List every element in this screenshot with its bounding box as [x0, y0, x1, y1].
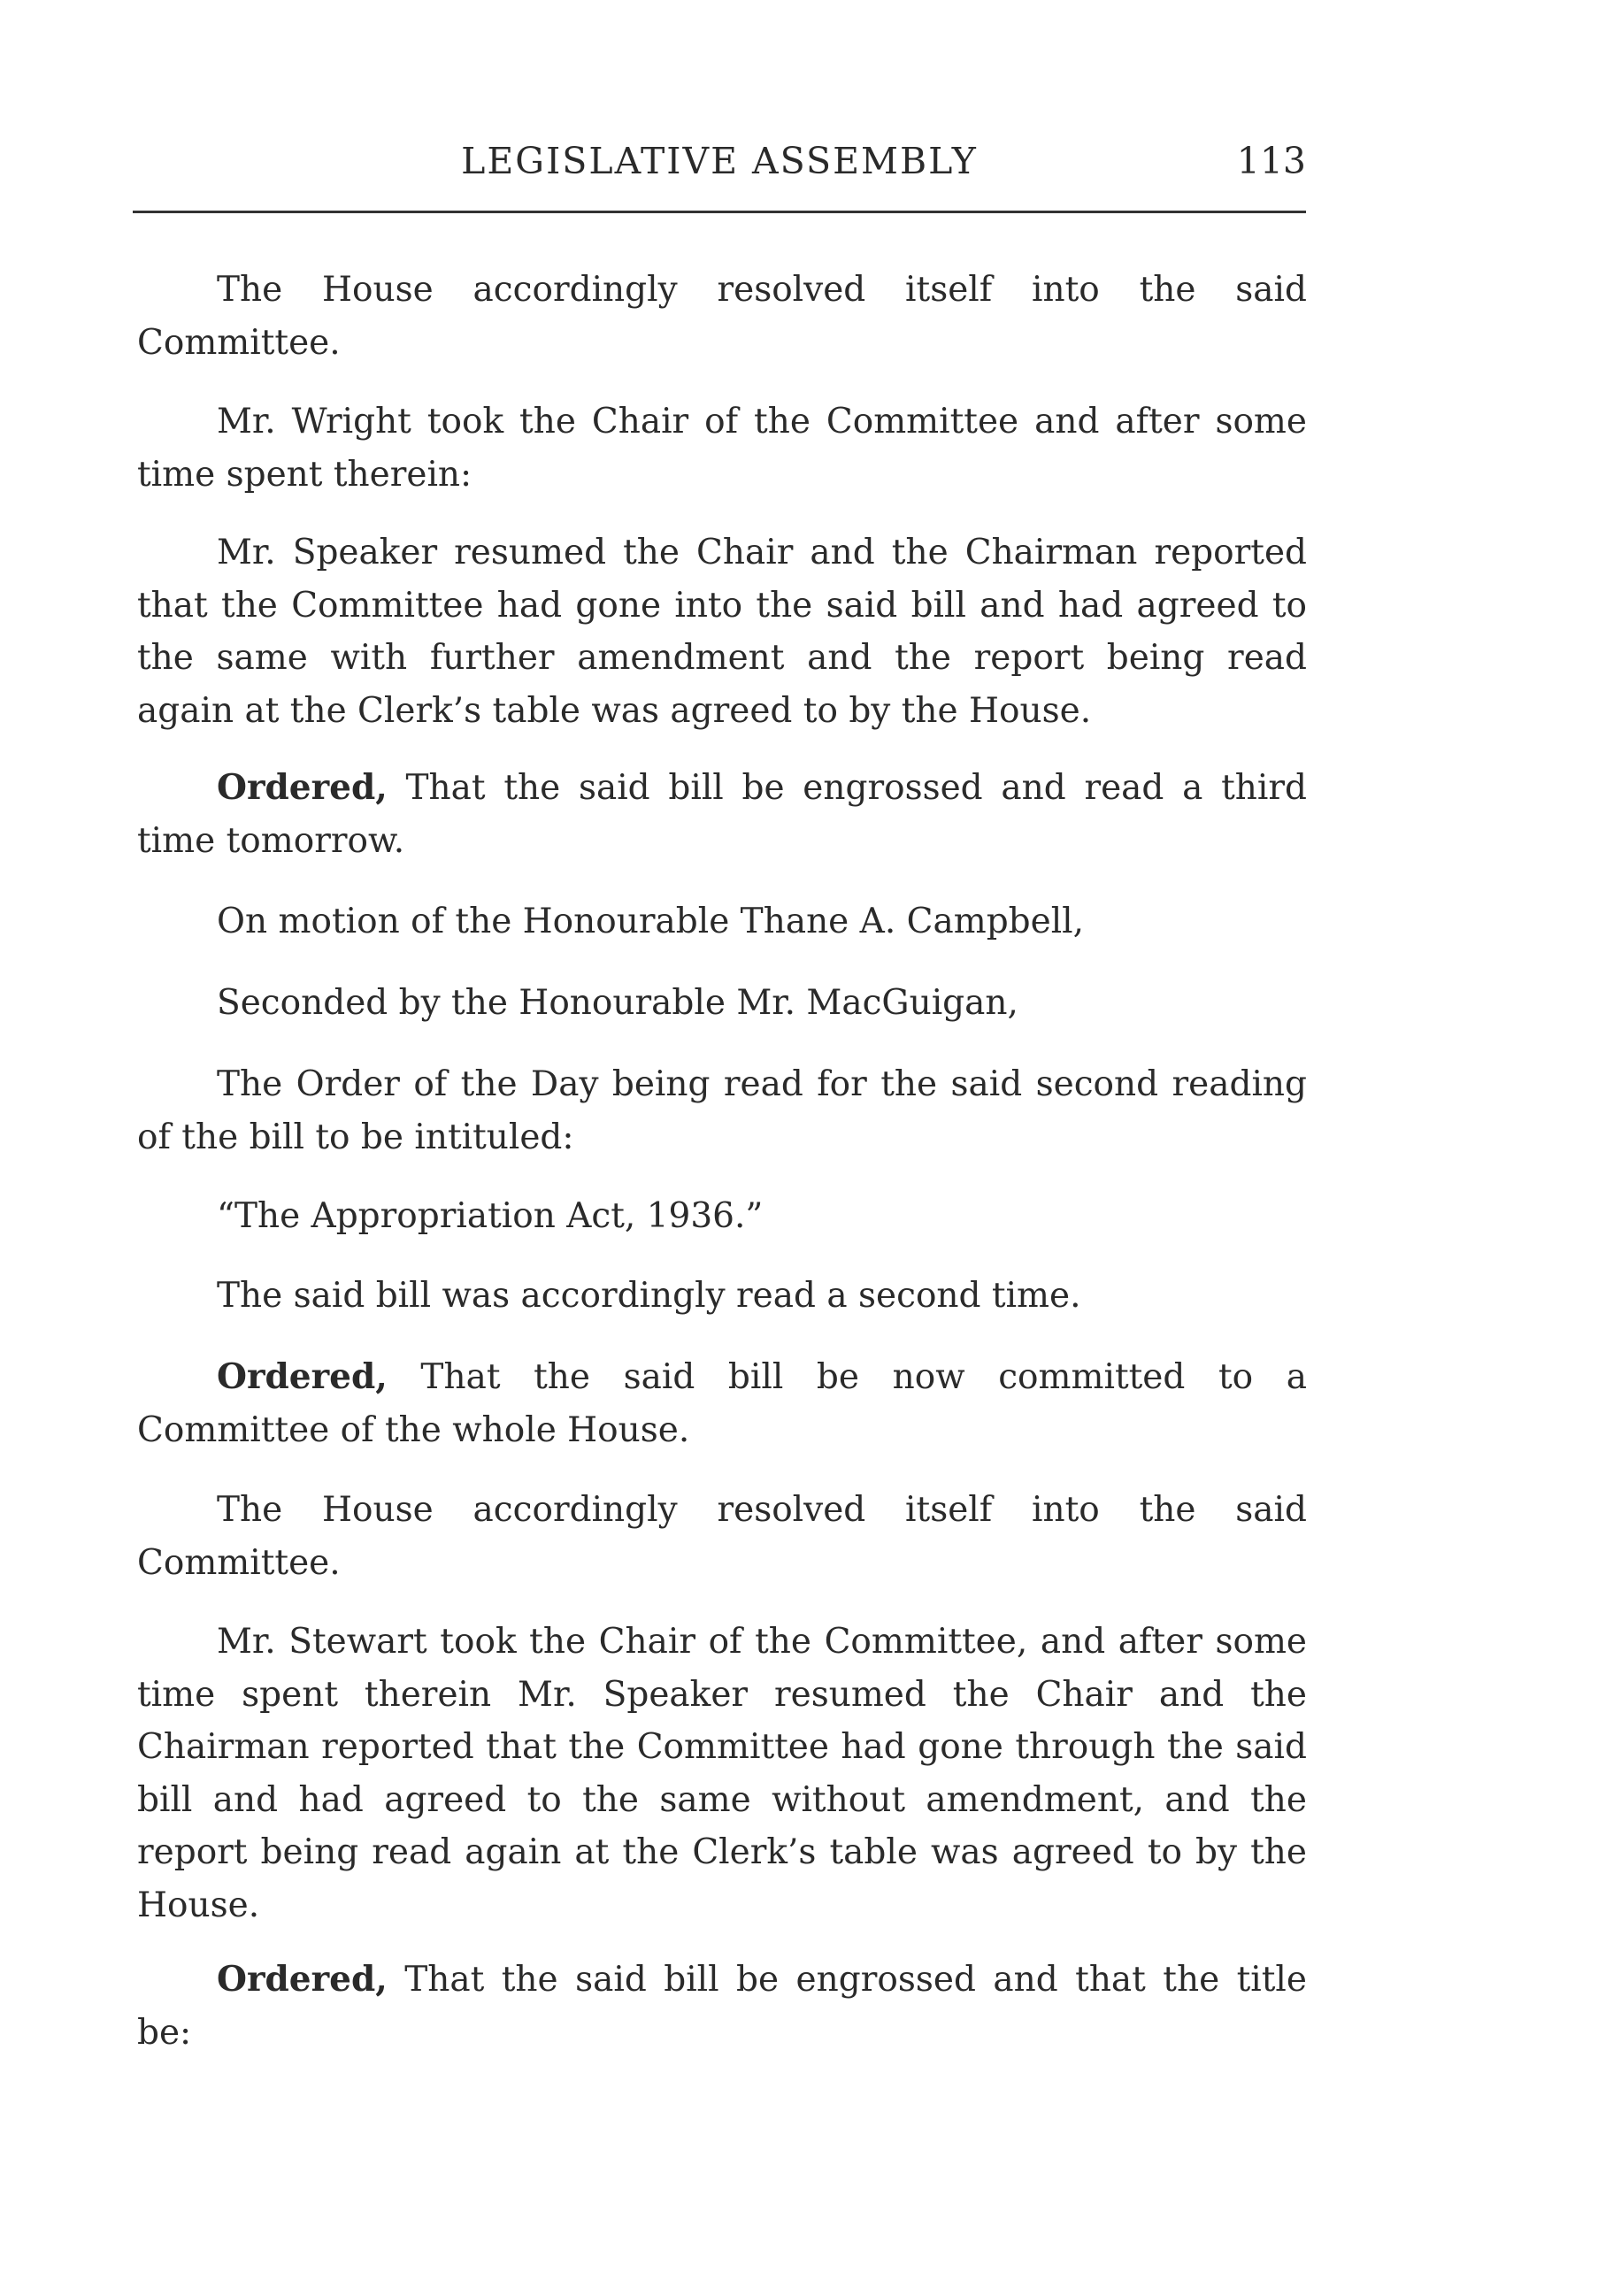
paragraph-text: That the said bill be engrossed and read a third time tomorrow. — [137, 768, 1307, 861]
paragraph-text: Mr. Speaker resumed the Chair and the Chairman reported that the Committee had gone into the said bill and had agreed to the same with further amendment and the report being read again at the Clerk’s table was agreed to by the House. — [137, 533, 1307, 731]
running-head — [133, 140, 1306, 193]
page-number: 113 — [1236, 140, 1306, 182]
paragraph-text: Mr. Stewart took the Chair of the Committee, and after some time spent therein Mr. Speaker resumed the Chair and the Chairman reported that the Committee had gone through the said bill and had agreed to the same without amendment, and the report being read again at the Clerk’s table was agreed to by the House. — [137, 1622, 1307, 1925]
paragraph-ordered-third-reading — [137, 762, 1307, 867]
paragraph-wright-chair — [137, 395, 1307, 501]
paragraph-text: “The Appropriation Act, 1936.” — [217, 1196, 764, 1236]
paragraph-house-resolved-1 — [137, 264, 1307, 369]
paragraph-speaker-resumed-1 — [137, 526, 1307, 737]
paragraph-text: The said bill was accordingly read a second time. — [217, 1276, 1081, 1316]
paragraph-seconded — [137, 977, 1307, 1030]
ordered-label: Ordered, — [217, 1356, 388, 1397]
paragraph-ordered-title — [137, 1954, 1307, 2059]
paragraph-text: Seconded by the Honourable Mr. MacGuigan, — [217, 983, 1018, 1023]
paragraph-text: The House accordingly resolved itself into the said Committee. — [137, 1490, 1307, 1583]
paragraph-text: That the said bill be engrossed and that the title be: — [137, 1960, 1307, 2053]
paragraph-stewart-chair — [137, 1616, 1307, 1931]
paragraph-second-time — [137, 1270, 1307, 1323]
paragraph-ordered-committed — [137, 1351, 1307, 1456]
paragraph-order-of-day — [137, 1058, 1307, 1163]
ordered-label: Ordered, — [217, 767, 388, 808]
ordered-label: Ordered, — [217, 1959, 388, 2000]
paragraph-text: The Order of the Day being read for the said second reading of the bill to be intituled: — [137, 1064, 1307, 1157]
running-title: LEGISLATIVE ASSEMBLY — [461, 140, 978, 182]
header-rule — [133, 211, 1306, 213]
paragraph-text: Mr. Wright took the Chair of the Committee and after some time spent therein: — [137, 402, 1307, 495]
paragraph-text: The House accordingly resolved itself into the said Committee. — [137, 270, 1307, 363]
paragraph-text: On motion of the Honourable Thane A. Campbell, — [217, 902, 1085, 941]
paragraph-motion — [137, 895, 1307, 948]
paragraph-text: That the said bill be now committed to a Committee of the whole House. — [137, 1357, 1307, 1450]
paragraph-bill-title — [137, 1190, 1307, 1243]
paragraph-house-resolved-2 — [137, 1484, 1307, 1589]
